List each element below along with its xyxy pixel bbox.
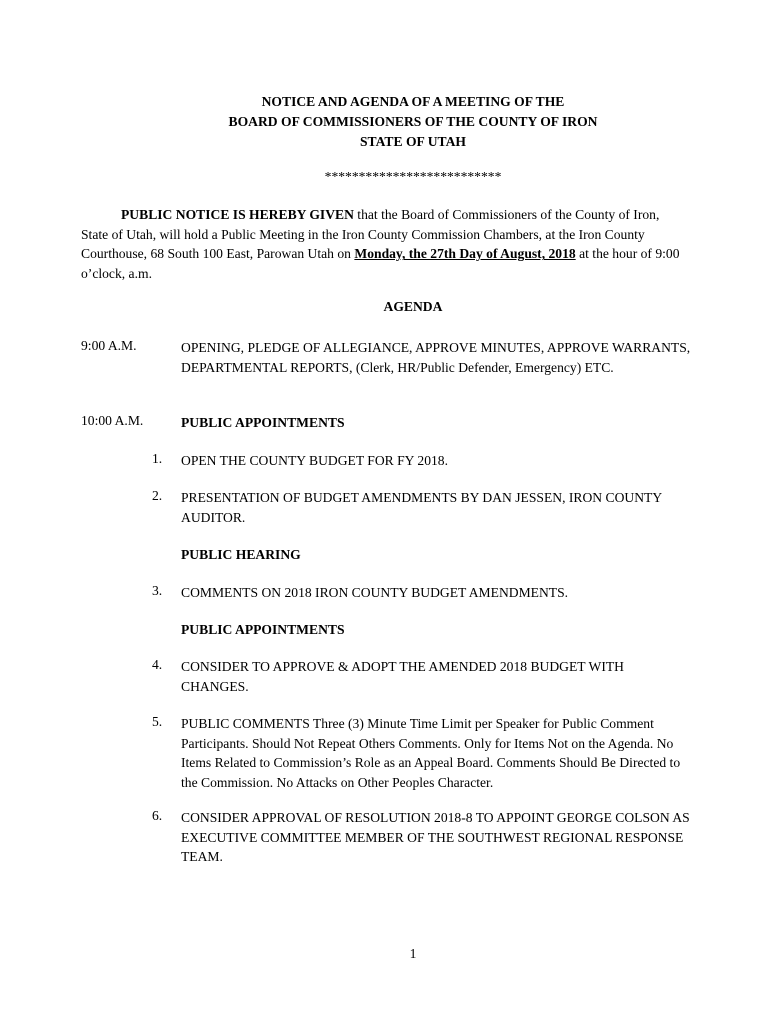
item-number-6: 6.: [152, 808, 163, 823]
section-heading-public-hearing: PUBLIC HEARING: [181, 547, 301, 562]
separator: **************************: [324, 169, 502, 184]
header-line-2: BOARD OF COMMISSIONERS OF THE COUNTY OF IRON: [228, 114, 598, 129]
section-heading-public-appointments: PUBLIC APPOINTMENTS: [181, 415, 345, 430]
section-heading-public-appointments-2: PUBLIC APPOINTMENTS: [181, 622, 345, 637]
notice-text-1: that the Board of Commissioners of the County of Iron, State of Utah, will hold a Public Meeting in the Iron County Commission Chambers, at the Iron County Courthouse, 68 South 100 East, Parowan Utah on: [81, 207, 660, 262]
agenda-item-4: CONSIDER TO APPROVE & ADOPT THE AMENDED 2018 BUDGET WITH CHANGES.: [181, 659, 624, 694]
item-number-1: 1.: [152, 451, 163, 466]
agenda-item-5: PUBLIC COMMENTS Three (3) Minute Time Limit per Speaker for Public Comment Participants. Should Not Repeat Others Comments. Only for Items Not on the Agenda. No Items Related to Commission’s Role as an Appeal Board. Comments Should Be Directed to the Commission. No Attacks on Other Peoples Character.: [181, 716, 681, 790]
item-number-4: 4.: [152, 657, 163, 672]
page-number: 1: [409, 946, 417, 961]
header-line-3: STATE OF UTAH: [360, 134, 466, 149]
notice-lead: PUBLIC NOTICE IS HEREBY GIVEN: [121, 207, 354, 222]
agenda-title: AGENDA: [383, 299, 443, 314]
agenda-item-1: OPEN THE COUNTY BUDGET FOR FY 2018.: [181, 453, 448, 468]
agenda-item-2: PRESENTATION OF BUDGET AMENDMENTS BY DAN JESSEN, IRON COUNTY AUDITOR.: [181, 490, 662, 525]
document-header: [0, 92, 770, 152]
header-line-1: NOTICE AND AGENDA OF A MEETING OF THE: [261, 94, 565, 109]
agenda-item-3: COMMENTS ON 2018 IRON COUNTY BUDGET AMENDMENTS.: [181, 585, 569, 600]
public-notice-paragraph: [81, 205, 681, 284]
time-label-2: 10:00 A.M.: [81, 413, 144, 428]
item-number-3: 3.: [152, 583, 163, 598]
notice-text-2: at the hour of 9:00 o’clock, a.m.: [81, 246, 680, 282]
time-label-1: 9:00 A.M.: [81, 338, 137, 353]
item-number-2: 2.: [152, 488, 163, 503]
meeting-date: Monday, the 27th Day of August, 2018: [354, 246, 576, 262]
agenda-item-6: CONSIDER APPROVAL OF RESOLUTION 2018-8 TO APPOINT GEORGE COLSON AS EXECUTIVE COMMITTEE MEMBER OF THE SOUTHWEST REGIONAL RESPONSE TEAM.: [181, 810, 690, 865]
item-number-5: 5.: [152, 714, 163, 729]
agenda-item-opening: OPENING, PLEDGE OF ALLEGIANCE, APPROVE MINUTES, APPROVE WARRANTS, DEPARTMENTAL REPORTS, (Clerk, HR/Public Defender, Emergency) ETC.: [181, 340, 691, 375]
